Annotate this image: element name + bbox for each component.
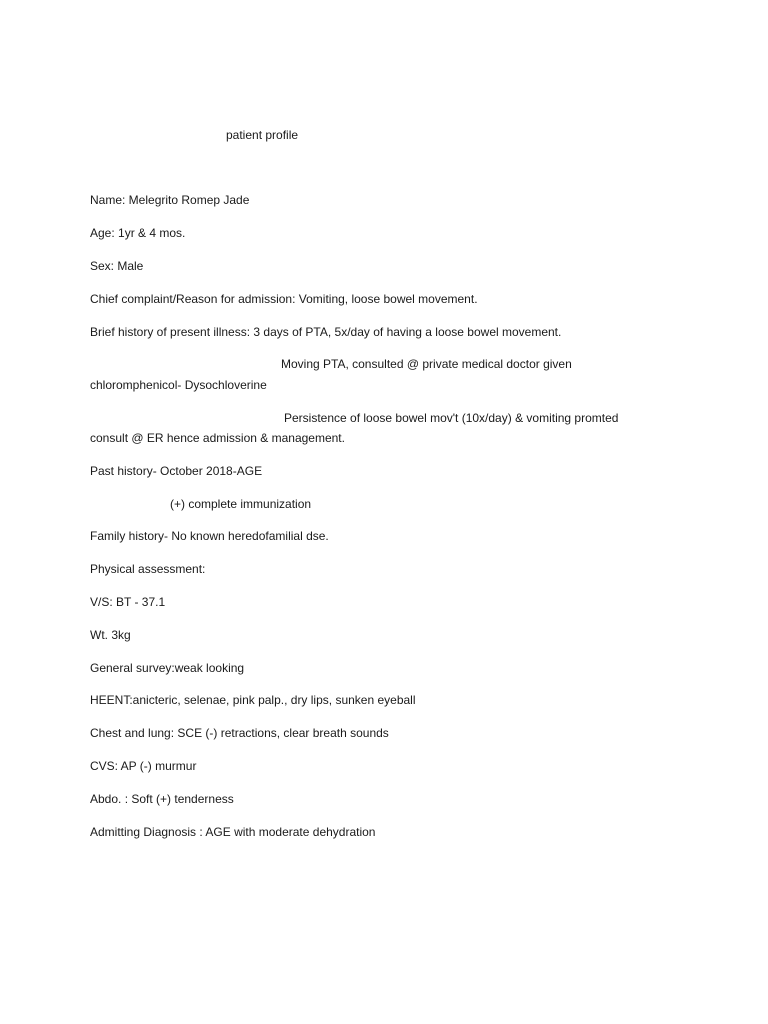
vital-signs: V/S: BT - 37.1 bbox=[90, 595, 166, 609]
abdomen-findings: Abdo. : Soft (+) tenderness bbox=[90, 792, 234, 806]
physical-assessment-heading: Physical assessment: bbox=[90, 562, 206, 576]
patient-age: Age: 1yr & 4 mos. bbox=[90, 226, 186, 240]
history-moving-pta: Moving PTA, consulted @ private medical doctor given bbox=[281, 357, 572, 371]
chief-complaint: Chief complaint/Reason for admission: Vomiting, loose bowel movement. bbox=[90, 292, 478, 306]
page-title: patient profile bbox=[226, 128, 299, 142]
admitting-diagnosis: Admitting Diagnosis : AGE with moderate dehydration bbox=[90, 825, 376, 839]
heent-findings: HEENT:anicteric, selenae, pink palp., dry lips, sunken eyeball bbox=[90, 693, 416, 707]
past-history: Past history- October 2018-AGE bbox=[90, 464, 263, 478]
brief-history: Brief history of present illness: 3 days of PTA, 5x/day of having a loose bowel movement. bbox=[90, 325, 562, 339]
patient-name: Name: Melegrito Romep Jade bbox=[90, 193, 250, 207]
history-persistence: Persistence of loose bowel mov't (10x/day) & vomiting promted bbox=[284, 411, 619, 425]
cvs-findings: CVS: AP (-) murmur bbox=[90, 759, 197, 773]
family-history: Family history- No known heredofamilial dse. bbox=[90, 529, 329, 543]
patient-sex: Sex: Male bbox=[90, 259, 144, 273]
immunization-status: (+) complete immunization bbox=[170, 497, 312, 511]
general-survey: General survey:weak looking bbox=[90, 661, 245, 675]
history-consult: consult @ ER hence admission & management. bbox=[90, 431, 345, 445]
chest-lung-findings: Chest and lung: SCE (-) retractions, clear breath sounds bbox=[90, 726, 389, 740]
history-medication: chloromphenicol- Dysochloverine bbox=[90, 378, 267, 392]
weight: Wt. 3kg bbox=[90, 628, 131, 642]
